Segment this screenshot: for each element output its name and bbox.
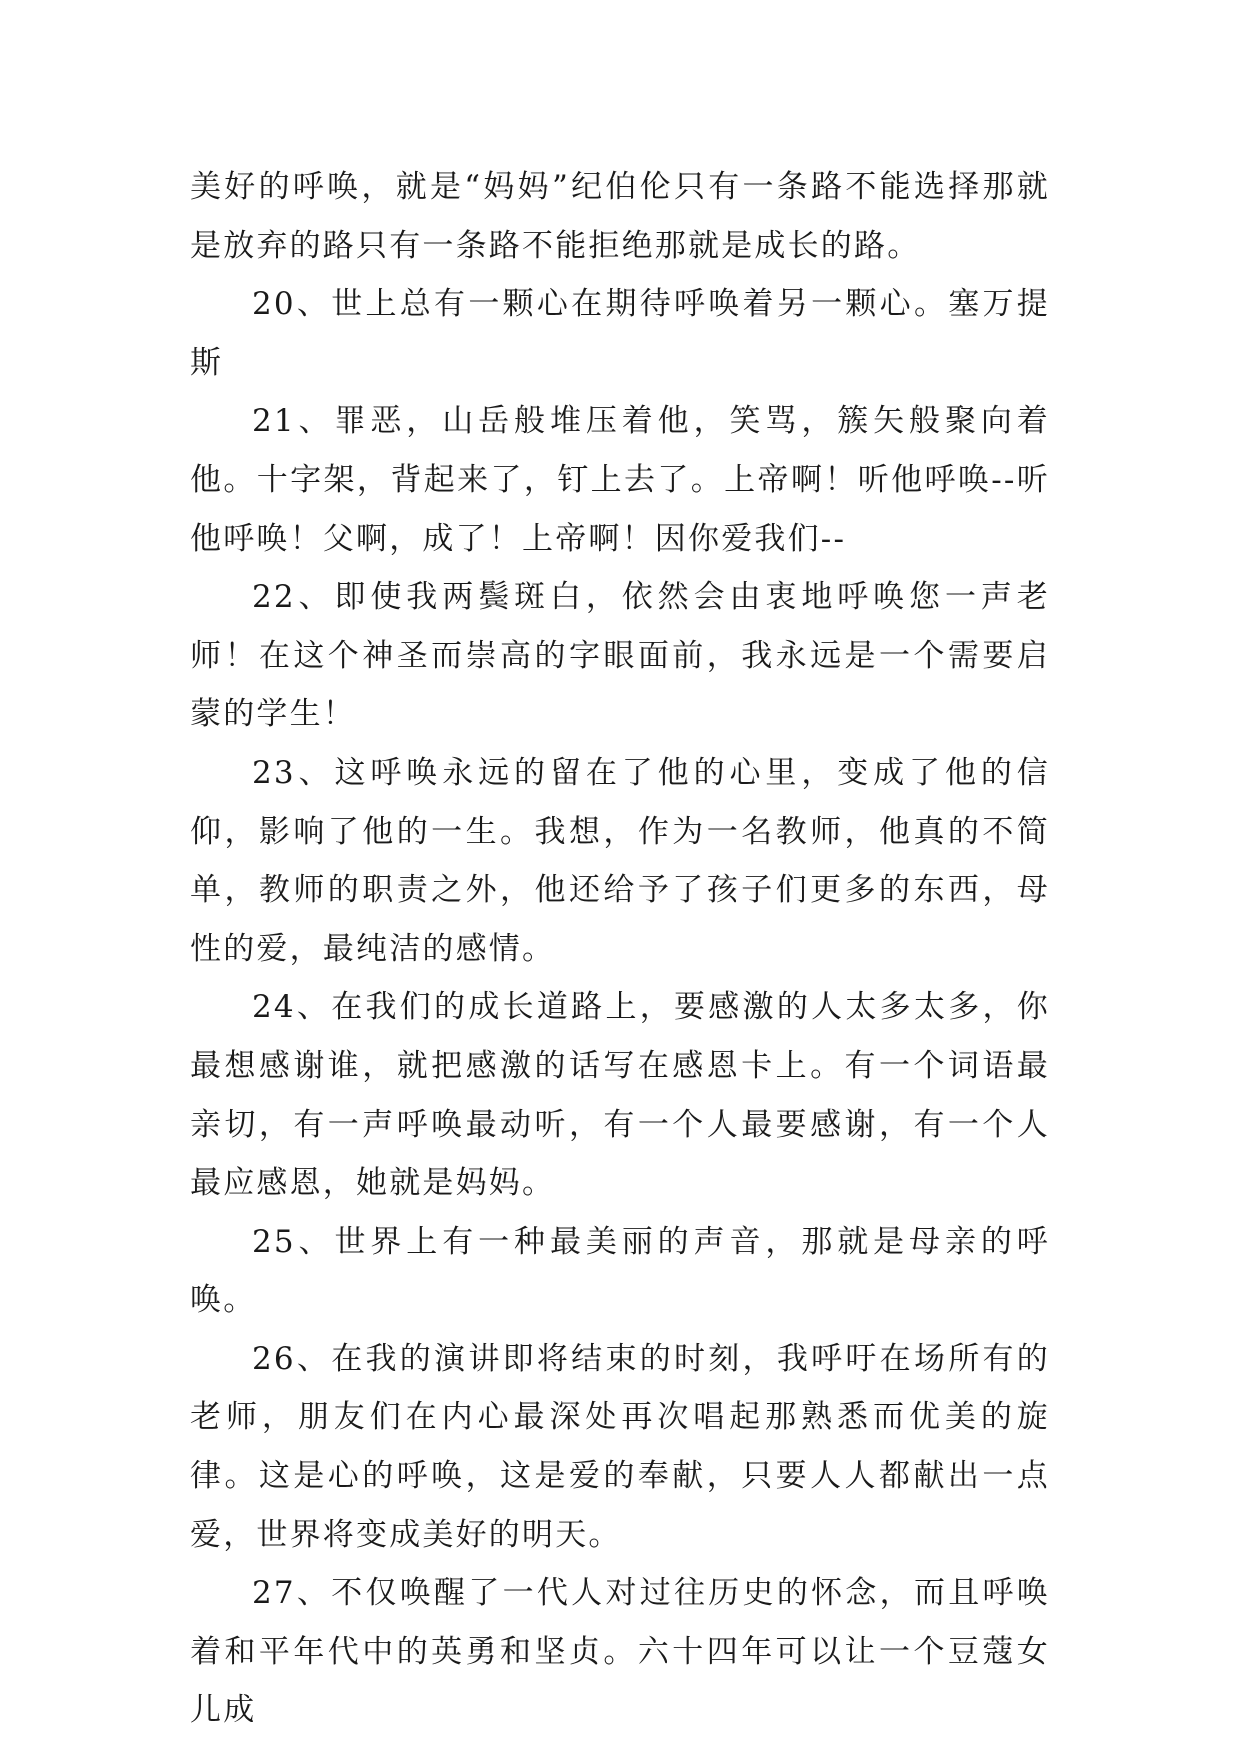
paragraph-27: 27、不仅唤醒了一代人对过往历史的怀念，而且呼唤着和平年代中的英勇和坚贞。六十四年可以让一个豆蔻女儿成 (190, 1575, 1050, 1729)
paragraph-21: 21、罪恶，山岳般堆压着他，笑骂，簇矢般聚向着他。十字架，背起来了，钉上去了。上帝啊！听他呼唤--听他呼唤！父啊，成了！上帝啊！因你爱我们-- (190, 403, 1050, 557)
paragraph-23: 23、这呼唤永远的留在了他的心里，变成了他的信仰，影响了他的一生。我想，作为一名教师，他真的不简单，教师的职责之外，他还给予了孩子们更多的东西，母性的爱，最纯洁的感情。 (190, 754, 1050, 967)
paragraph-continuation: 美好的呼唤，就是“妈妈”纪伯伦只有一条路不能选择那就是放弃的路只有一条路不能拒绝那就是成长的路。 (190, 169, 1050, 264)
paragraph-24: 24、在我们的成长道路上，要感激的人太多太多，你最想感谢谁，就把感激的话写在感恩卡上。有一个词语最亲切，有一声呼唤最动听，有一个人最要感谢，有一个人最应感恩，她就是妈妈。 (190, 989, 1050, 1202)
paragraph-22: 22、即使我两鬓斑白，依然会由衷地呼唤您一声老师！在这个神圣而崇高的字眼面前，我永远是一个需要启蒙的学生！ (190, 579, 1050, 733)
document-body (190, 158, 1050, 1740)
paragraph-26: 26、在我的演讲即将结束的时刻，我呼吁在场所有的老师，朋友们在内心最深处再次唱起那熟悉而优美的旋律。这是心的呼唤，这是爱的奉献，只要人人都献出一点爱，世界将变成美好的明天。 (190, 1340, 1050, 1553)
paragraph-20: 20、世上总有一颗心在期待呼唤着另一颗心。塞万提斯 (190, 286, 1050, 381)
paragraph-25: 25、世界上有一种最美丽的声音，那就是母亲的呼唤。 (190, 1223, 1050, 1319)
